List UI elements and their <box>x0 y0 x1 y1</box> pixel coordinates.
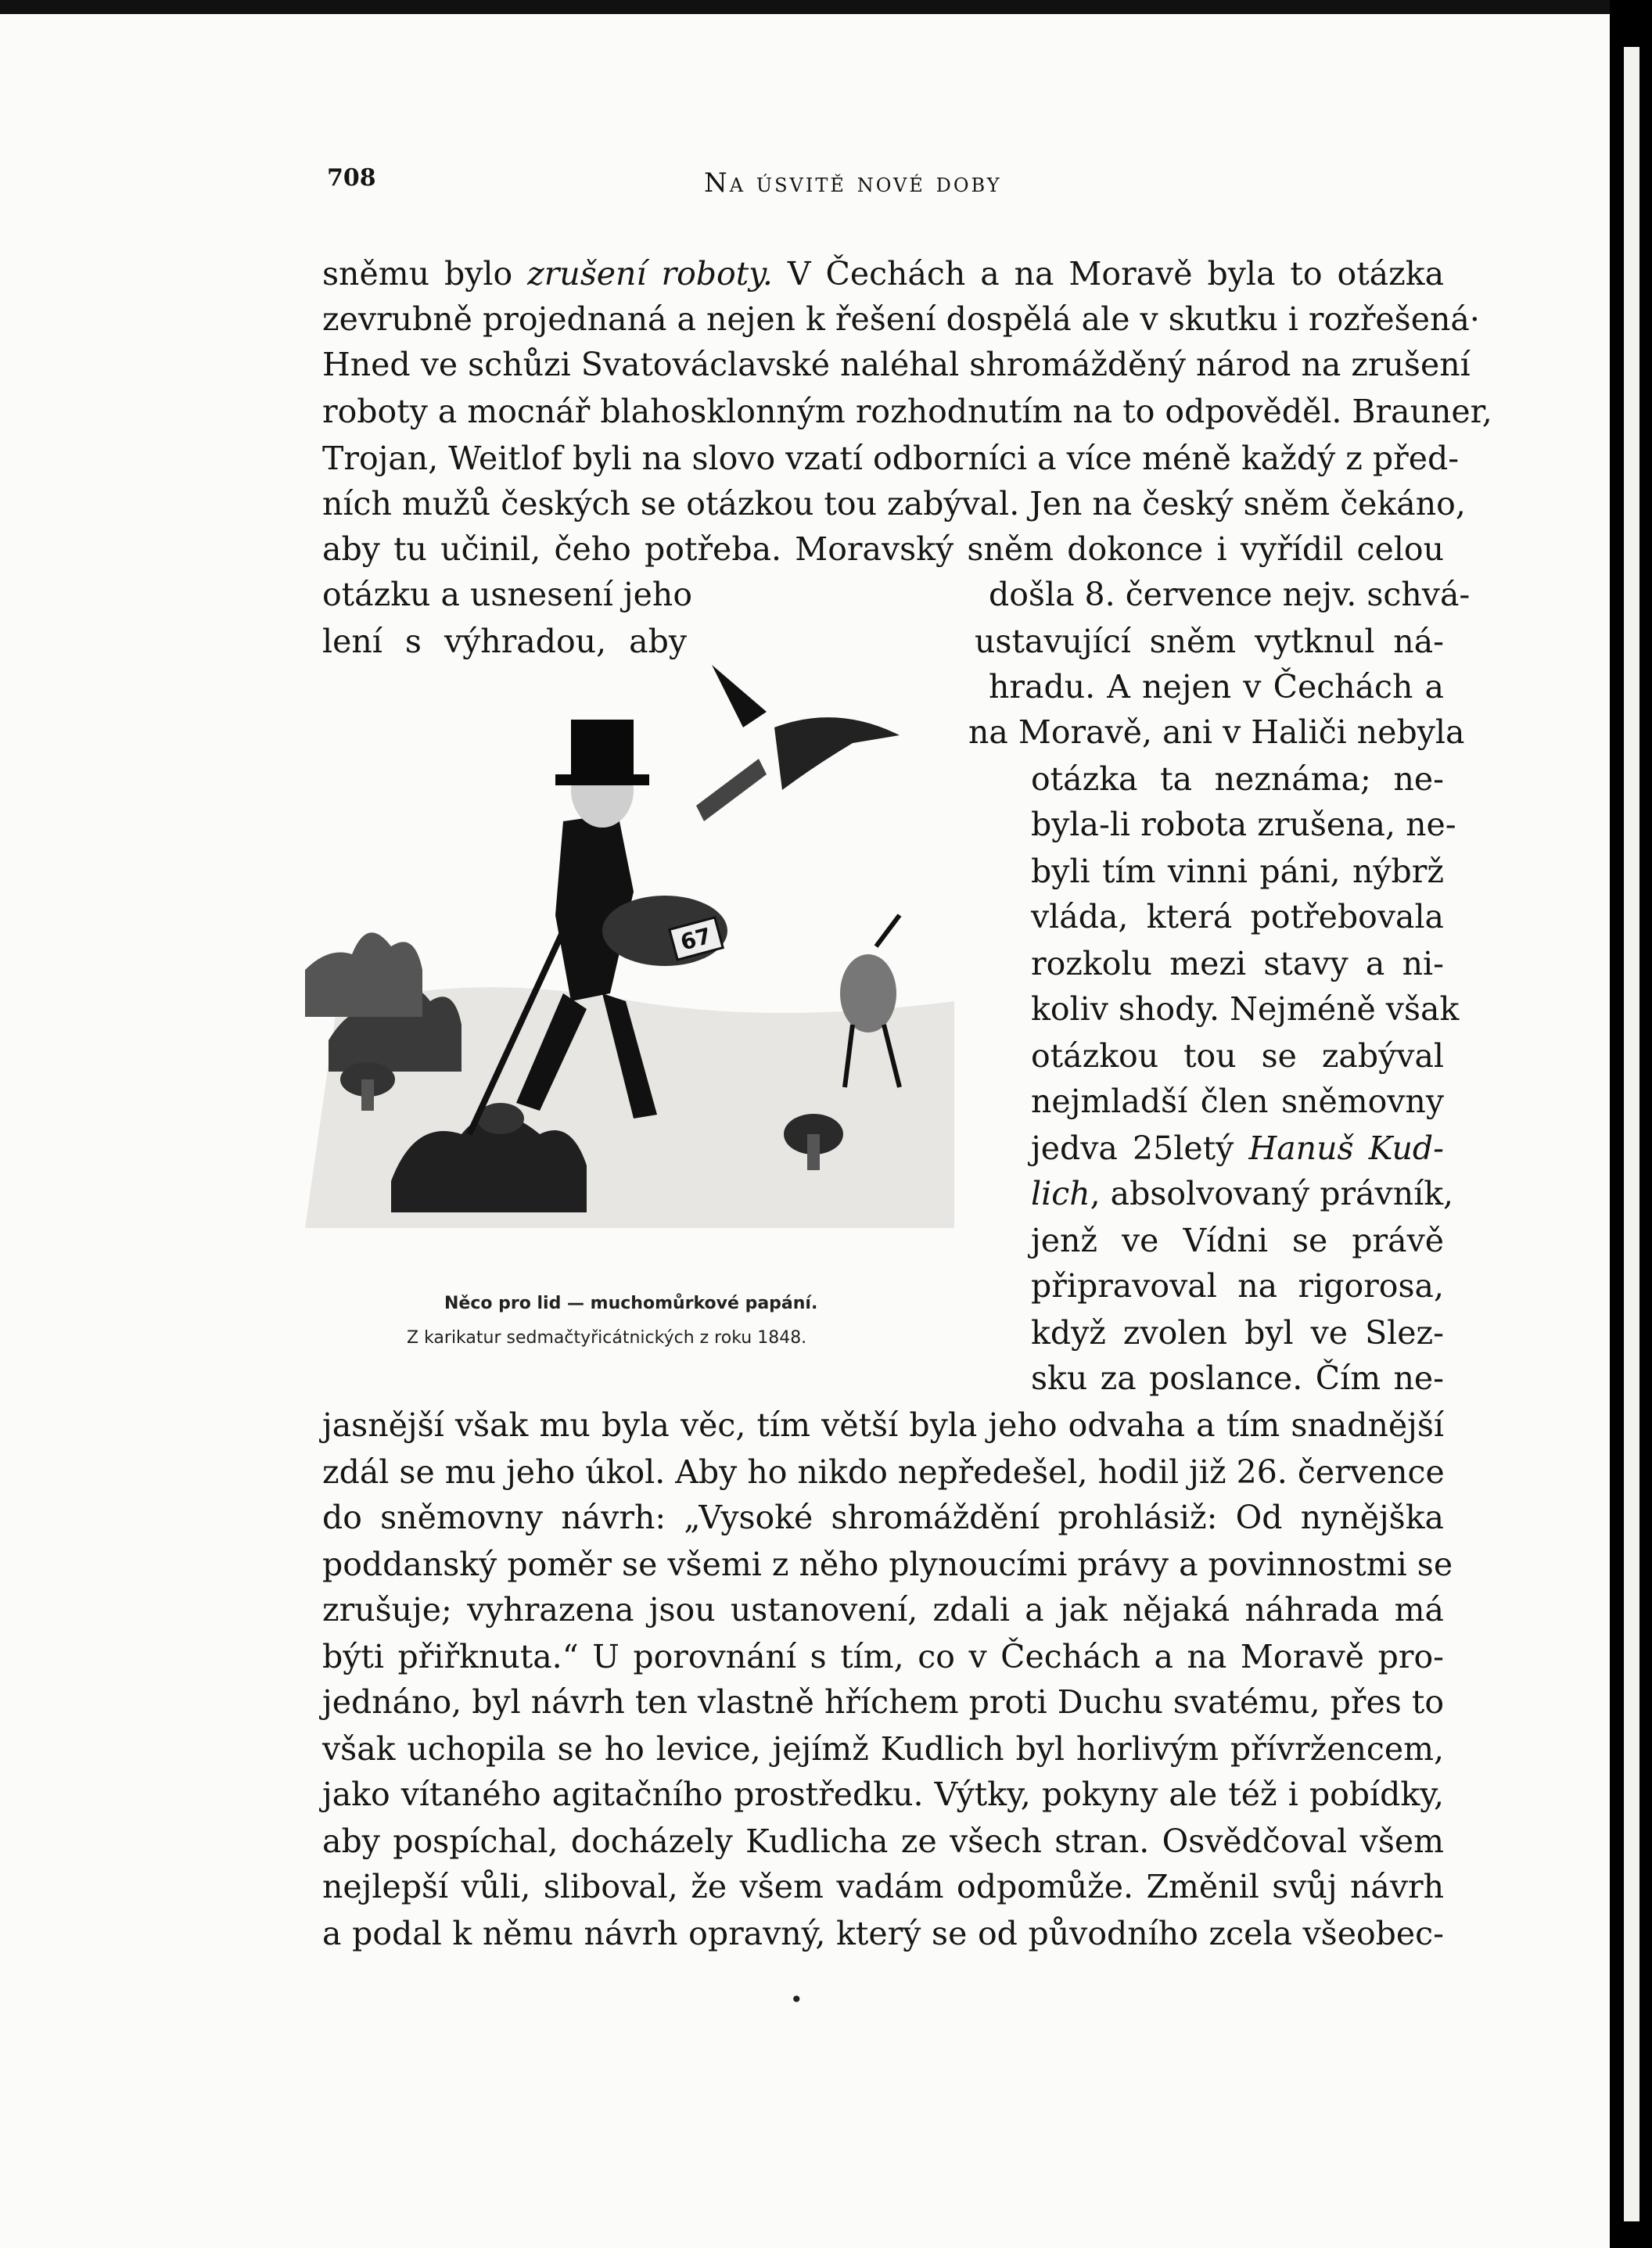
text-line: nejmladší člen sněmovny <box>1031 1083 1444 1120</box>
text-line: nejlepší vůli, sliboval, že všem vadám odpomůže. Změnil svůj návrh <box>322 1868 1444 1905</box>
text-line: byli tím vinni páni, nýbrž <box>1031 853 1444 890</box>
text-line: rozkolu mezi stavy a ni- <box>1031 945 1444 982</box>
figure-caption-line2: Z karikatur sedmačtyřicátnických z roku 1848. <box>407 1328 807 1348</box>
text-line: zevrubně projednaná a nejen k řešení dospělá ale v skutku i rozřešená· <box>322 300 1480 338</box>
text-line: jasnější však mu byla věc, tím větší byla jeho odvaha a tím snadnější <box>322 1406 1444 1444</box>
text-line: aby tu učinil, čeho potřeba. Moravský sněm dokonce i vyřídil celou <box>322 530 1444 568</box>
scan-edge <box>1610 0 1652 2248</box>
text-line: jako vítaného agitačního prostředku. Výtky, pokyny ale též i pobídky, <box>322 1776 1444 1813</box>
text-line: do sněmovny návrh: „Vysoké shromáždění prohlásiž: Od nynějška <box>322 1499 1444 1536</box>
text-line: jedva 25letý Hanuš Kud- <box>1031 1129 1444 1167</box>
text-line: hradu. A nejen v Čechách a <box>989 668 1444 706</box>
text-line: byla-li robota zrušena, ne- <box>1031 806 1456 843</box>
page-speck: • <box>790 1987 803 2013</box>
text-line: roboty a mocnář blahosklonným rozhodnutím na to odpověděl. Brauner, <box>322 393 1492 430</box>
figure-caption-line1: Něco pro lid — muchomůrkové papání. <box>444 1294 818 1313</box>
text-line: Hned ve schůzi Svatováclavské naléhal shromážděný národ na zrušení <box>322 346 1471 383</box>
text-line: Trojan, Weitlof byli na slovo vzatí odborníci a více méně každý z před- <box>322 440 1460 477</box>
text-line: ních mužů českých se otázkou tou zabýval. Jen na český sněm čekáno, <box>322 485 1466 522</box>
text-line: sněmu bylo zrušení roboty. V Čechách a na Moravě byla to otázka <box>322 255 1445 293</box>
text-line: a podal k němu návrh opravný, který se od původního zcela všeobec- <box>322 1915 1444 1952</box>
text-line: připravoval na rigorosa, <box>1031 1267 1444 1305</box>
text-line: býti přiřknuta.“ U porovnání s tím, co v Čechách a na Moravě pro- <box>322 1638 1444 1675</box>
text-line: otázkou tou se zabýval <box>1031 1037 1444 1075</box>
text-line: aby pospíchal, docházely Kudlicha ze všech stran. Osvědčoval všem <box>322 1822 1444 1860</box>
text-line: koliv shody. Nejméně však <box>1031 990 1460 1028</box>
text-line: zdál se mu jeho úkol. Aby ho nikdo nepředešel, hodil již 26. července <box>322 1453 1445 1491</box>
text-line: došla 8. července nejv. schvá- <box>989 576 1471 613</box>
text-line: lich, absolvovaný právník, <box>1031 1175 1454 1212</box>
text-line: na Moravě, ani v Haliči nebyla <box>968 713 1465 751</box>
basket-label: 67 <box>677 922 714 956</box>
text-line: když zvolen byl ve Slez- <box>1031 1314 1444 1352</box>
text-line: otázka ta neznáma; ne- <box>1031 760 1444 798</box>
running-title: Na úsvitě nové doby <box>704 167 1002 199</box>
next-page-edge <box>1624 47 1639 2221</box>
page-number: 708 <box>327 164 376 192</box>
text-line: vláda, která potřebovala <box>1031 898 1444 935</box>
text-line: zrušuje; vyhrazena jsou ustanovení, zdali a jak nějaká náhrada má <box>322 1591 1444 1629</box>
text-line: ustavující sněm vytknul ná- <box>975 623 1444 660</box>
text-line: jenž ve Vídni se právě <box>1031 1222 1444 1259</box>
text-line: jednáno, byl návrh ten vlastně hříchem proti Duchu svatému, přes to <box>322 1683 1444 1721</box>
text-line: poddanský poměr se všemi z něho plynoucími právy a povinnostmi se <box>322 1546 1453 1583</box>
text-line: otázku a usnesení jeho <box>322 576 693 613</box>
text-line: sku za poslance. Čím ne- <box>1031 1359 1444 1397</box>
cartoon-illustration <box>305 634 954 1267</box>
text-line: však uchopila se ho levice, jejímž Kudlich byl horlivým přívržencem, <box>322 1730 1444 1768</box>
text-line: lení s výhradou, aby <box>322 623 687 660</box>
